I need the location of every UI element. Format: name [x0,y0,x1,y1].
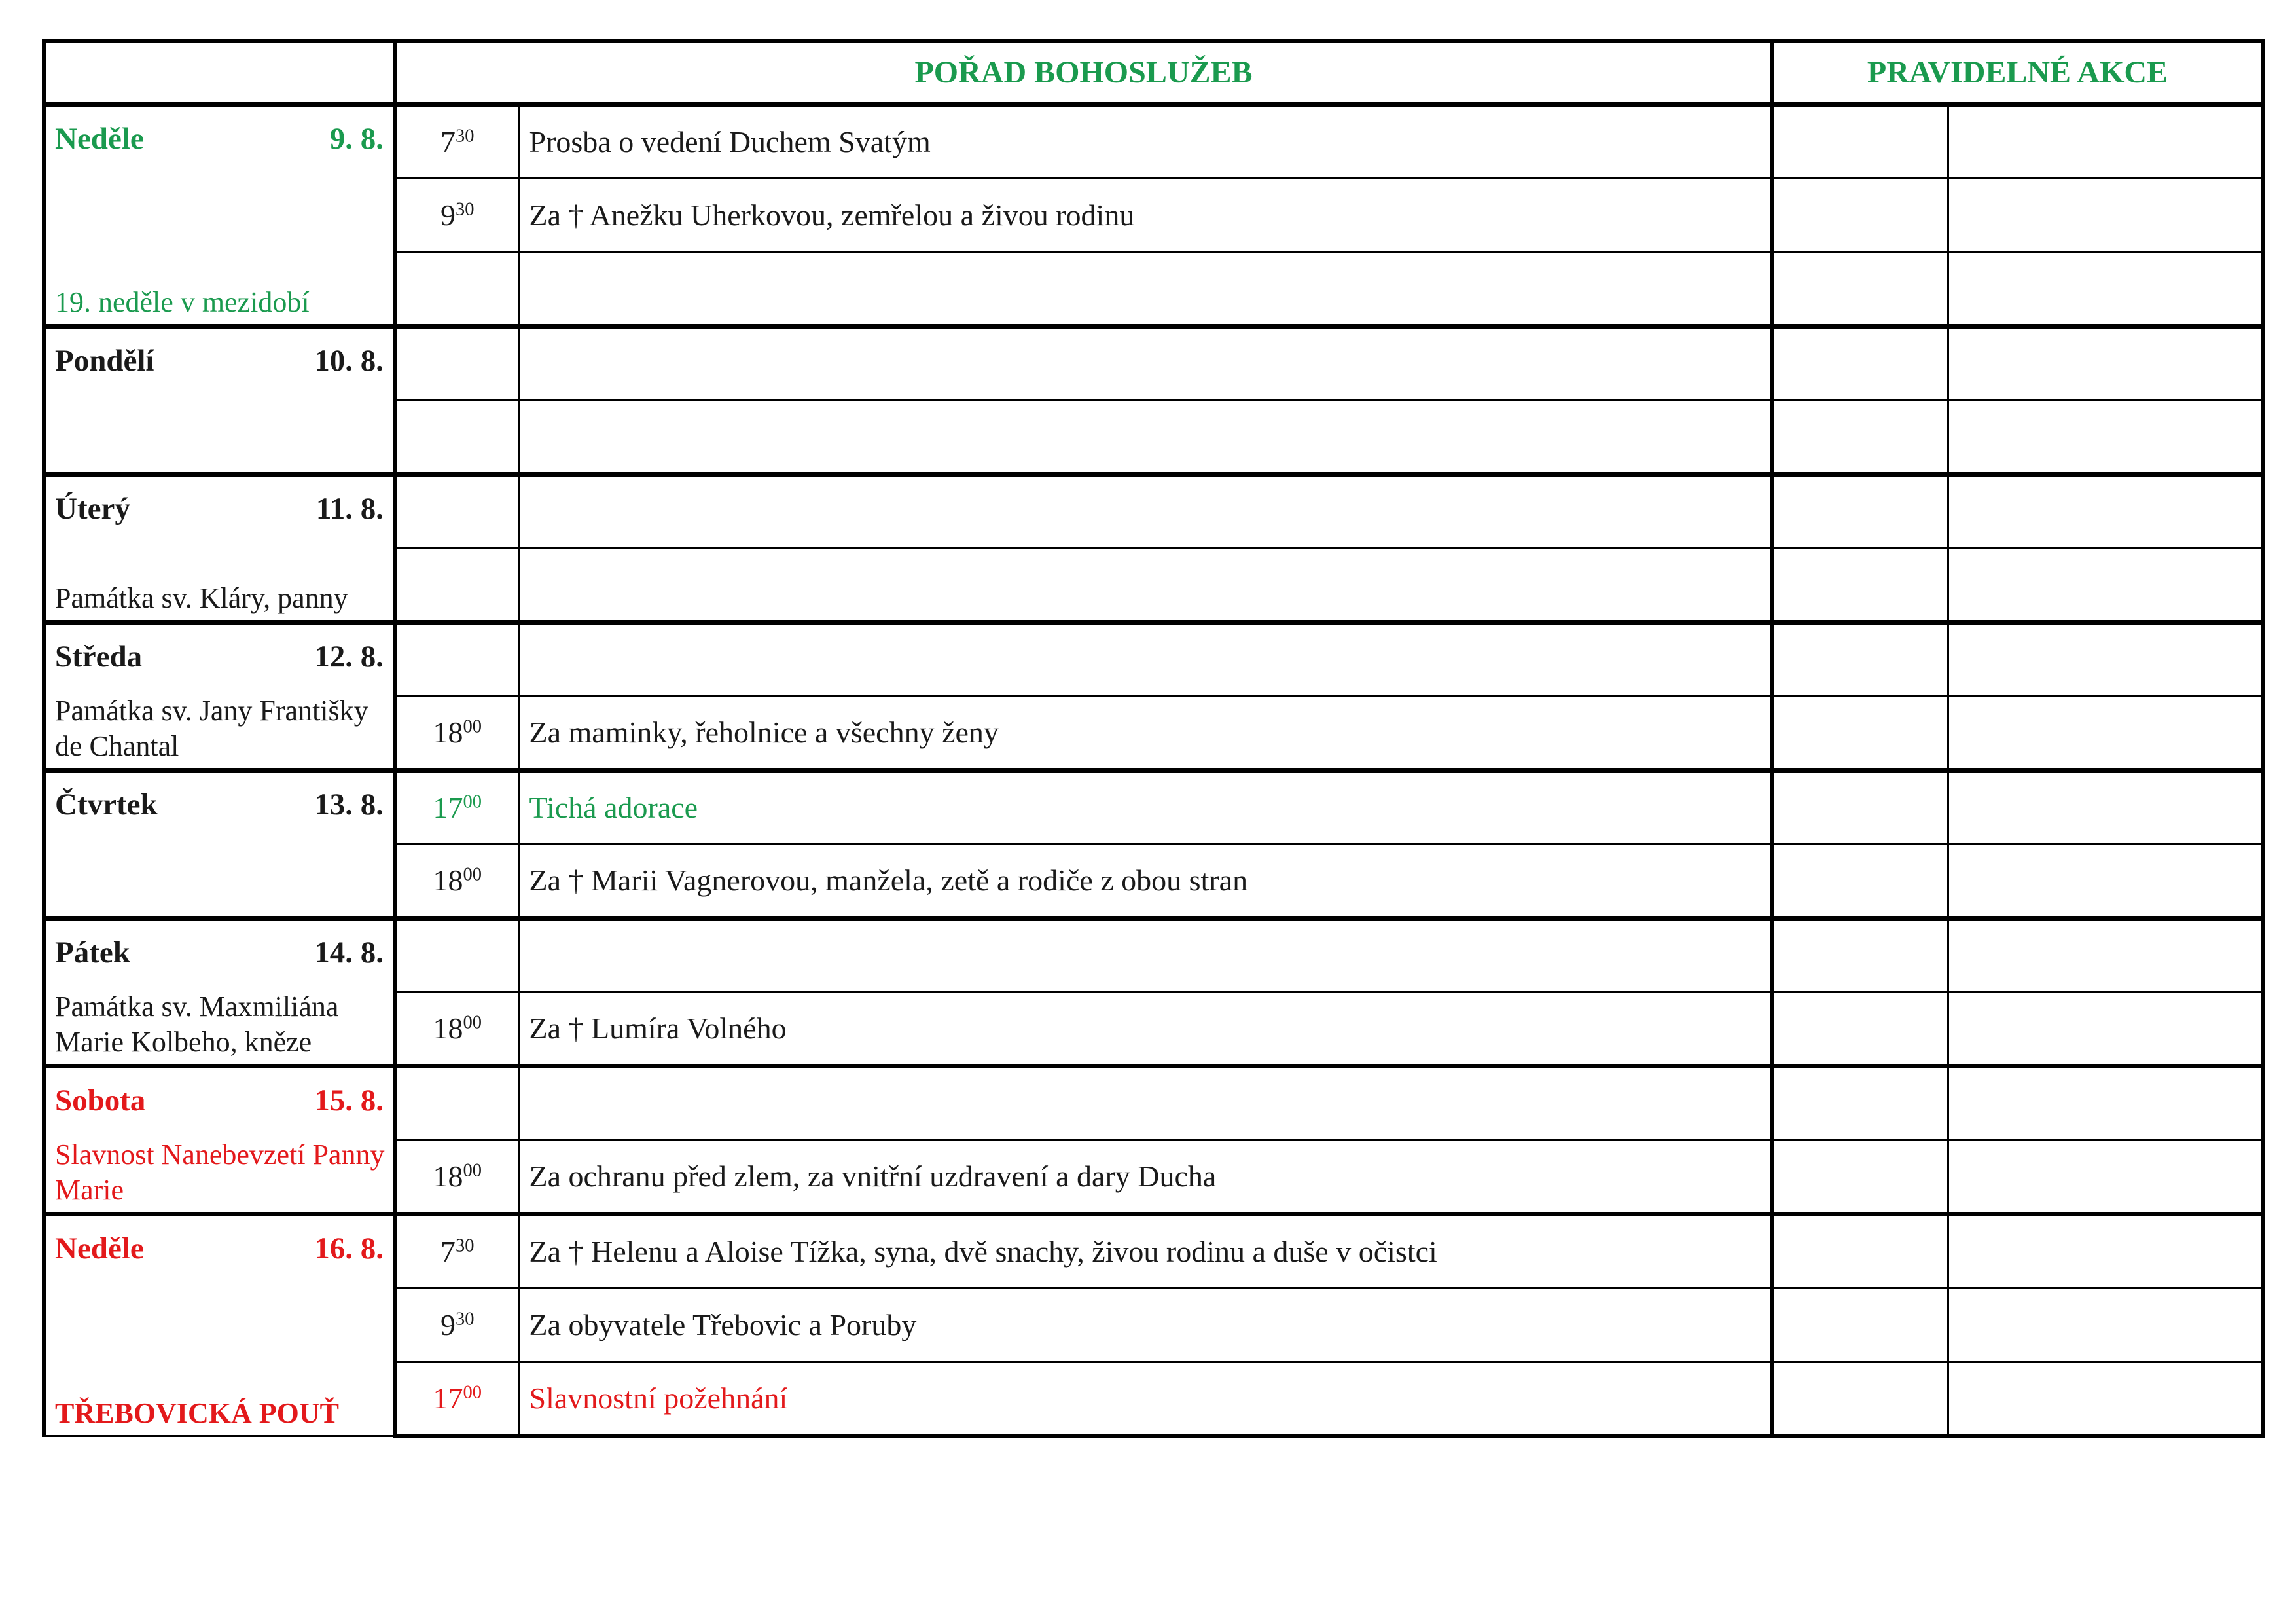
time-cell [395,548,519,622]
day-header [55,1083,384,1118]
day-cell [44,1214,395,1436]
event-cell-a [1772,1066,1948,1140]
event-cell-b [1948,178,2263,252]
day-name: Neděle [55,1231,144,1266]
day-name: Pátek [55,935,130,970]
intention-cell [519,622,1772,696]
day-note: Památka sv. Kláry, panny [55,581,348,614]
day-name: Středa [55,639,143,674]
day-date: 12. 8. [314,639,384,674]
day-cell [44,326,395,474]
time-cell [395,918,519,992]
time-cell [395,1066,519,1140]
intention-cell: Za † Helenu a Aloise Tížka, syna, dvě snachy, živou rodinu a duše v očistci [519,1214,1772,1288]
day-note: Slavnost Nanebevzetí Panny Marie [55,1138,385,1206]
event-cell-b [1948,992,2263,1066]
day-note: Památka sv. Maxmiliána Marie Kolbeho, kněze [55,990,339,1058]
header-row [44,41,2263,104]
day-header [55,1231,384,1266]
time-minute: 00 [463,792,482,812]
event-cell-b [1948,622,2263,696]
event-cell-a [1772,992,1948,1066]
intention-cell [519,252,1772,326]
header-day-cell [44,41,395,104]
day-name: Neděle [55,121,144,156]
event-cell-a [1772,548,1948,622]
time-minute: 00 [463,716,482,737]
time-hour: 18 [433,1159,463,1193]
schedule-row [44,1214,2263,1288]
event-cell-a [1772,1214,1948,1288]
event-cell-a [1772,104,1948,178]
intention-cell: Za maminky, řeholnice a všechny ženy [519,696,1772,770]
day-name: Sobota [55,1083,146,1118]
day-name: Čtvrtek [55,787,158,822]
time-hour: 17 [433,1381,463,1415]
day-date: 13. 8. [314,787,384,822]
event-cell-a [1772,622,1948,696]
intention-cell: Za obyvatele Třebovic a Poruby [519,1288,1772,1362]
event-cell-a [1772,474,1948,548]
intention-cell: Tichá adorace [519,770,1772,844]
event-cell-a [1772,844,1948,918]
event-cell-b [1948,1066,2263,1140]
time-cell [395,104,519,178]
day-date: 16. 8. [314,1231,384,1266]
day-cell [44,1066,395,1214]
event-cell-a [1772,1288,1948,1362]
schedule-row [44,1066,2263,1140]
day-cell [44,622,395,770]
time-hour: 17 [433,791,463,824]
intention-cell [519,918,1772,992]
event-cell-b [1948,1214,2263,1288]
event-cell-b [1948,1140,2263,1214]
event-cell-b [1948,844,2263,918]
time-minute: 00 [463,1012,482,1033]
event-cell-b [1948,770,2263,844]
time-minute: 30 [455,199,475,220]
time-minute: 00 [463,864,482,885]
events-title: PRAVIDELNÉ AKCE [1772,41,2263,104]
event-cell-b [1948,1288,2263,1362]
event-cell-a [1772,770,1948,844]
schedule-row [44,326,2263,400]
intention-cell [519,1066,1772,1140]
day-name: Pondělí [55,343,154,378]
time-hour: 18 [433,716,463,749]
event-cell-b [1948,252,2263,326]
time-hour: 7 [440,125,456,158]
day-header [55,491,384,526]
event-cell-a [1772,178,1948,252]
time-cell [395,770,519,844]
intention-cell [519,326,1772,400]
day-cell [44,104,395,326]
day-header [55,639,384,674]
day-date: 11. 8. [315,491,384,526]
time-hour: 9 [440,198,456,232]
event-cell-a [1772,1362,1948,1436]
time-cell [395,252,519,326]
event-cell-b [1948,548,2263,622]
event-cell-b [1948,918,2263,992]
intention-cell: Za † Anežku Uherkovou, zemřelou a živou rodinu [519,178,1772,252]
intention-cell: Za † Marii Vagnerovou, manžela, zetě a rodiče z obou stran [519,844,1772,918]
intention-cell: Slavnostní požehnání [519,1362,1772,1436]
time-hour: 18 [433,1012,463,1045]
day-date: 10. 8. [314,343,384,378]
intention-cell [519,400,1772,474]
intention-cell: Za ochranu před zlem, za vnitřní uzdravení a dary Ducha [519,1140,1772,1214]
time-hour: 18 [433,864,463,897]
time-cell [395,1362,519,1436]
time-cell [395,992,519,1066]
day-cell [44,770,395,918]
time-cell [395,400,519,474]
event-cell-a [1772,400,1948,474]
intention-cell: Prosba o vedení Duchem Svatým [519,104,1772,178]
event-cell-a [1772,696,1948,770]
schedule-row [44,770,2263,844]
day-cell [44,474,395,622]
event-cell-a [1772,326,1948,400]
day-date: 14. 8. [314,935,384,970]
event-cell-b [1948,326,2263,400]
mass-schedule-table [42,39,2265,1438]
schedule-row [44,918,2263,992]
event-cell-b [1948,474,2263,548]
time-cell [395,1214,519,1288]
time-minute: 30 [455,1235,475,1256]
time-cell [395,1140,519,1214]
day-header [55,343,384,378]
event-cell-b [1948,104,2263,178]
event-cell-b [1948,400,2263,474]
schedule-row [44,104,2263,178]
day-name: Úterý [55,491,130,526]
schedule-row [44,474,2263,548]
day-note: 19. neděle v mezidobí [55,285,310,318]
time-hour: 7 [440,1235,456,1268]
event-cell-b [1948,696,2263,770]
time-minute: 00 [463,1160,482,1181]
schedule-title: POŘAD BOHOSLUŽEB [395,41,1772,104]
time-cell [395,326,519,400]
event-cell-a [1772,252,1948,326]
time-cell [395,1288,519,1362]
time-cell [395,622,519,696]
event-cell-a [1772,918,1948,992]
time-cell [395,178,519,252]
intention-cell: Za † Lumíra Volného [519,992,1772,1066]
day-note: Památka sv. Jany Františky de Chantal [55,694,368,762]
time-hour: 9 [440,1308,456,1341]
time-minute: 30 [455,1309,475,1330]
day-date: 15. 8. [314,1083,384,1118]
intention-cell [519,548,1772,622]
day-date: 9. 8. [329,121,384,156]
intention-cell [519,474,1772,548]
time-cell [395,474,519,548]
day-note: TŘEBOVICKÁ POUŤ [55,1396,339,1429]
time-cell [395,696,519,770]
event-cell-b [1948,1362,2263,1436]
time-minute: 00 [463,1382,482,1403]
day-header [55,121,384,156]
event-cell-a [1772,1140,1948,1214]
schedule-row [44,622,2263,696]
day-header [55,935,384,970]
day-cell [44,918,395,1066]
time-cell [395,844,519,918]
day-header [55,787,384,822]
time-minute: 30 [455,126,475,147]
